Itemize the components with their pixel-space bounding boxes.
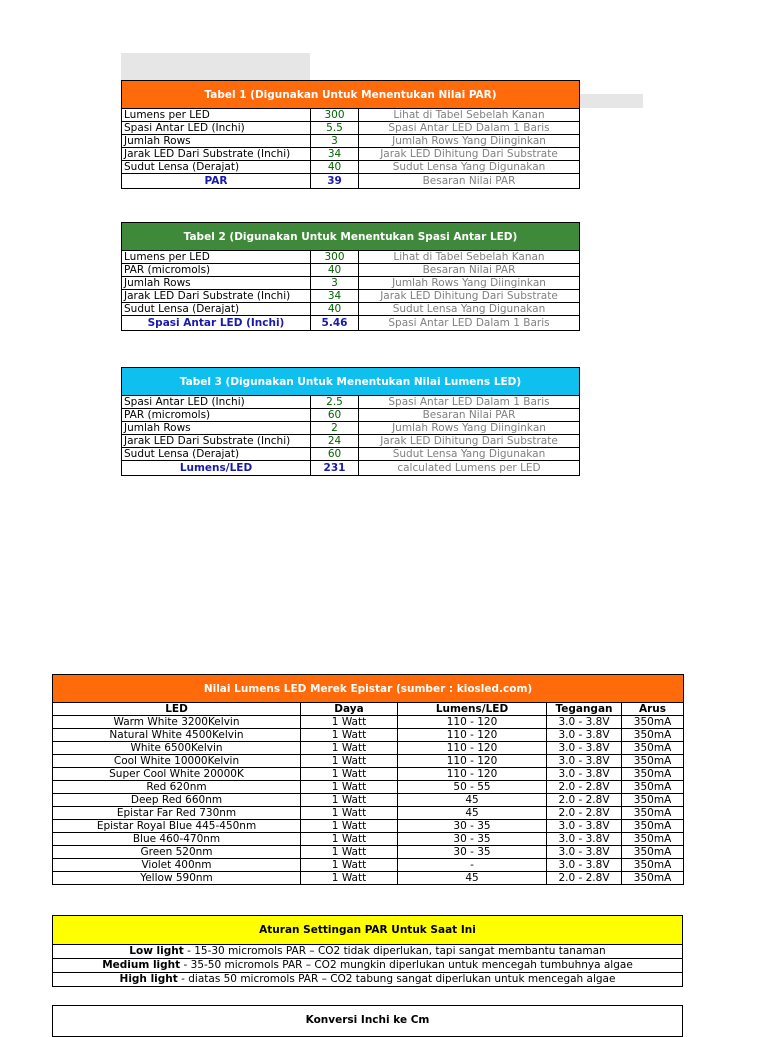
table-1-value[interactable]: 34 bbox=[311, 148, 359, 161]
table-row bbox=[53, 833, 684, 846]
cell-led: White 6500Kelvin bbox=[53, 742, 301, 755]
table-2-desc: Jarak LED Dihitung Dari Substrate bbox=[359, 290, 580, 303]
table-3-result-value: 231 bbox=[311, 461, 359, 476]
cell-tegangan: 3.0 - 3.8V bbox=[547, 859, 622, 872]
column-header-arus: Arus bbox=[622, 703, 684, 716]
cell-led: Deep Red 660nm bbox=[53, 794, 301, 807]
table-2-label: Jumlah Rows bbox=[122, 277, 311, 290]
cell-lumens: 110 - 120 bbox=[398, 729, 547, 742]
cell-arus: 350mA bbox=[622, 820, 684, 833]
cell-daya: 1 Watt bbox=[301, 820, 398, 833]
table-1-label: Sudut Lensa (Derajat) bbox=[122, 161, 311, 174]
rule-medium-light bbox=[53, 959, 683, 973]
cell-tegangan: 2.0 - 2.8V bbox=[547, 794, 622, 807]
cell-led: Epistar Far Red 730nm bbox=[53, 807, 301, 820]
rule-term: Medium light bbox=[102, 959, 181, 971]
epistar-header: Nilai Lumens LED Merek Epistar (sumber : kiosled.com) bbox=[53, 675, 684, 703]
par-rules-table bbox=[52, 915, 683, 987]
cell-lumens: - bbox=[398, 859, 547, 872]
rule-text: - 15-30 micromols PAR – CO2 tidak diperlukan, tapi sangat membantu tanaman bbox=[183, 945, 606, 957]
table-3-value[interactable]: 60 bbox=[311, 409, 359, 422]
table-2-result-value: 5.46 bbox=[311, 316, 359, 331]
rule-term: High light bbox=[119, 973, 178, 985]
cell-led: Epistar Royal Blue 445-450nm bbox=[53, 820, 301, 833]
table-1-value[interactable]: 5.5 bbox=[311, 122, 359, 135]
table-3-label: Jumlah Rows bbox=[122, 422, 311, 435]
table-2-result-label: Spasi Antar LED (Inchi) bbox=[122, 316, 311, 331]
cell-led: Super Cool White 20000K bbox=[53, 768, 301, 781]
cell-lumens: 50 - 55 bbox=[398, 781, 547, 794]
rule-text: - diatas 50 micromols PAR – CO2 tabung sangat diperlukan untuk mencegah algae bbox=[177, 973, 616, 985]
table-2-desc: Jumlah Rows Yang Diinginkan bbox=[359, 277, 580, 290]
cell-arus: 350mA bbox=[622, 846, 684, 859]
table-3-lumens bbox=[121, 367, 580, 476]
cell-arus: 350mA bbox=[622, 716, 684, 729]
cell-daya: 1 Watt bbox=[301, 781, 398, 794]
cell-arus: 350mA bbox=[622, 833, 684, 846]
cell-daya: 1 Watt bbox=[301, 716, 398, 729]
cell-lumens: 45 bbox=[398, 872, 547, 885]
table-1-desc: Sudut Lensa Yang Digunakan bbox=[359, 161, 580, 174]
table-1-result-desc: Besaran Nilai PAR bbox=[359, 174, 580, 189]
cell-led: Green 520nm bbox=[53, 846, 301, 859]
table-1-desc: Jarak LED Dihitung Dari Substrate bbox=[359, 148, 580, 161]
cell-tegangan: 3.0 - 3.8V bbox=[547, 833, 622, 846]
cell-led: Blue 460-470nm bbox=[53, 833, 301, 846]
cell-tegangan: 3.0 - 3.8V bbox=[547, 729, 622, 742]
cell-daya: 1 Watt bbox=[301, 755, 398, 768]
cell-arus: 350mA bbox=[622, 872, 684, 885]
table-3-header: Tabel 3 (Digunakan Untuk Menentukan Nilai Lumens LED) bbox=[122, 368, 580, 396]
table-2-value[interactable]: 40 bbox=[311, 303, 359, 316]
cell-daya: 1 Watt bbox=[301, 742, 398, 755]
cell-tegangan: 3.0 - 3.8V bbox=[547, 846, 622, 859]
cell-lumens: 45 bbox=[398, 807, 547, 820]
cell-lumens: 110 - 120 bbox=[398, 768, 547, 781]
cell-tegangan: 2.0 - 2.8V bbox=[547, 781, 622, 794]
rule-high-light bbox=[53, 973, 683, 987]
table-1-par bbox=[121, 80, 580, 189]
cell-tegangan: 3.0 - 3.8V bbox=[547, 742, 622, 755]
cell-tegangan: 2.0 - 2.8V bbox=[547, 807, 622, 820]
epistar-lumens-table bbox=[52, 674, 684, 885]
table-2-label: Sudut Lensa (Derajat) bbox=[122, 303, 311, 316]
cell-arus: 350mA bbox=[622, 768, 684, 781]
table-1-desc: Lihat di Tabel Sebelah Kanan bbox=[359, 109, 580, 122]
table-row bbox=[53, 846, 684, 859]
konversi-table bbox=[52, 1005, 683, 1037]
cell-led: Natural White 4500Kelvin bbox=[53, 729, 301, 742]
column-header-lumens: Lumens/LED bbox=[398, 703, 547, 716]
column-header-tegangan: Tegangan bbox=[547, 703, 622, 716]
table-1-header: Tabel 1 (Digunakan Untuk Menentukan Nilai PAR) bbox=[122, 81, 580, 109]
rule-low-light bbox=[53, 945, 683, 959]
konversi-header: Konversi Inchi ke Cm bbox=[305, 1014, 430, 1026]
cell-daya: 1 Watt bbox=[301, 846, 398, 859]
table-1-label: Spasi Antar LED (Inchi) bbox=[122, 122, 311, 135]
cell-daya: 1 Watt bbox=[301, 807, 398, 820]
table-1-desc: Spasi Antar LED Dalam 1 Baris bbox=[359, 122, 580, 135]
table-2-desc: Besaran Nilai PAR bbox=[359, 264, 580, 277]
table-row bbox=[53, 820, 684, 833]
cell-arus: 350mA bbox=[622, 742, 684, 755]
cell-lumens: 110 - 120 bbox=[398, 755, 547, 768]
table-2-value[interactable]: 300 bbox=[311, 251, 359, 264]
column-header-led: LED bbox=[53, 703, 301, 716]
table-1-result-value: 39 bbox=[311, 174, 359, 189]
table-row bbox=[53, 742, 684, 755]
cell-lumens: 110 - 120 bbox=[398, 716, 547, 729]
table-2-value[interactable]: 40 bbox=[311, 264, 359, 277]
table-1-label: Jumlah Rows bbox=[122, 135, 311, 148]
table-2-desc: Sudut Lensa Yang Digunakan bbox=[359, 303, 580, 316]
rule-text: - 35-50 micromols PAR – CO2 mungkin diperlukan untuk mencegah tumbuhnya algae bbox=[180, 959, 633, 971]
table-3-desc: Besaran Nilai PAR bbox=[359, 409, 580, 422]
cell-daya: 1 Watt bbox=[301, 833, 398, 846]
table-1-label: Lumens per LED bbox=[122, 109, 311, 122]
cell-lumens: 45 bbox=[398, 794, 547, 807]
table-2-label: Lumens per LED bbox=[122, 251, 311, 264]
cell-tegangan: 2.0 - 2.8V bbox=[547, 872, 622, 885]
table-row bbox=[53, 768, 684, 781]
table-3-value[interactable]: 24 bbox=[311, 435, 359, 448]
table-row bbox=[53, 781, 684, 794]
table-row bbox=[53, 729, 684, 742]
cell-tegangan: 3.0 - 3.8V bbox=[547, 716, 622, 729]
cell-lumens: 30 - 35 bbox=[398, 820, 547, 833]
cell-arus: 350mA bbox=[622, 755, 684, 768]
table-2-label: PAR (micromols) bbox=[122, 264, 311, 277]
cell-tegangan: 3.0 - 3.8V bbox=[547, 768, 622, 781]
column-header-daya: Daya bbox=[301, 703, 398, 716]
table-1-label: Jarak LED Dari Substrate (Inchi) bbox=[122, 148, 311, 161]
table-2-result-desc: Spasi Antar LED Dalam 1 Baris bbox=[359, 316, 580, 331]
table-1-value[interactable]: 3 bbox=[311, 135, 359, 148]
table-row bbox=[53, 807, 684, 820]
cell-arus: 350mA bbox=[622, 729, 684, 742]
cell-lumens: 30 - 35 bbox=[398, 846, 547, 859]
cell-led: Yellow 590nm bbox=[53, 872, 301, 885]
table-2-value[interactable]: 3 bbox=[311, 277, 359, 290]
cell-daya: 1 Watt bbox=[301, 768, 398, 781]
table-3-result-label: Lumens/LED bbox=[122, 461, 311, 476]
cell-led: Cool White 10000Kelvin bbox=[53, 755, 301, 768]
table-3-result-desc: calculated Lumens per LED bbox=[359, 461, 580, 476]
cell-tegangan: 3.0 - 3.8V bbox=[547, 755, 622, 768]
table-1-value[interactable]: 300 bbox=[311, 109, 359, 122]
grey-bar-right bbox=[579, 94, 643, 108]
table-3-desc: Spasi Antar LED Dalam 1 Baris bbox=[359, 396, 580, 409]
rule-term: Low light bbox=[129, 945, 184, 957]
table-3-value[interactable]: 60 bbox=[311, 448, 359, 461]
table-row bbox=[53, 859, 684, 872]
cell-arus: 350mA bbox=[622, 859, 684, 872]
table-row bbox=[53, 872, 684, 885]
cell-lumens: 110 - 120 bbox=[398, 742, 547, 755]
table-2-desc: Lihat di Tabel Sebelah Kanan bbox=[359, 251, 580, 264]
table-3-desc: Jarak LED Dihitung Dari Substrate bbox=[359, 435, 580, 448]
table-3-label: Spasi Antar LED (Inchi) bbox=[122, 396, 311, 409]
table-3-desc: Jumlah Rows Yang Diinginkan bbox=[359, 422, 580, 435]
table-3-label: Jarak LED Dari Substrate (Inchi) bbox=[122, 435, 311, 448]
table-1-desc: Jumlah Rows Yang Diinginkan bbox=[359, 135, 580, 148]
grey-bar-top bbox=[121, 53, 310, 81]
table-3-value[interactable]: 2.5 bbox=[311, 396, 359, 409]
par-rules-header: Aturan Settingan PAR Untuk Saat Ini bbox=[53, 916, 683, 945]
cell-lumens: 30 - 35 bbox=[398, 833, 547, 846]
table-2-header: Tabel 2 (Digunakan Untuk Menentukan Spasi Antar LED) bbox=[122, 223, 580, 251]
cell-tegangan: 3.0 - 3.8V bbox=[547, 820, 622, 833]
table-2-value[interactable]: 34 bbox=[311, 290, 359, 303]
table-3-label: PAR (micromols) bbox=[122, 409, 311, 422]
table-1-result-label: PAR bbox=[122, 174, 311, 189]
cell-led: Warm White 3200Kelvin bbox=[53, 716, 301, 729]
cell-daya: 1 Watt bbox=[301, 859, 398, 872]
cell-arus: 350mA bbox=[622, 794, 684, 807]
cell-arus: 350mA bbox=[622, 807, 684, 820]
table-3-desc: Sudut Lensa Yang Digunakan bbox=[359, 448, 580, 461]
cell-daya: 1 Watt bbox=[301, 872, 398, 885]
table-row bbox=[53, 716, 684, 729]
table-3-value[interactable]: 2 bbox=[311, 422, 359, 435]
cell-led: Violet 400nm bbox=[53, 859, 301, 872]
cell-led: Red 620nm bbox=[53, 781, 301, 794]
table-2-spasi bbox=[121, 222, 580, 331]
cell-arus: 350mA bbox=[622, 781, 684, 794]
cell-daya: 1 Watt bbox=[301, 729, 398, 742]
table-3-label: Sudut Lensa (Derajat) bbox=[122, 448, 311, 461]
table-row bbox=[53, 755, 684, 768]
cell-daya: 1 Watt bbox=[301, 794, 398, 807]
table-row bbox=[53, 794, 684, 807]
table-1-value[interactable]: 40 bbox=[311, 161, 359, 174]
table-2-label: Jarak LED Dari Substrate (Inchi) bbox=[122, 290, 311, 303]
